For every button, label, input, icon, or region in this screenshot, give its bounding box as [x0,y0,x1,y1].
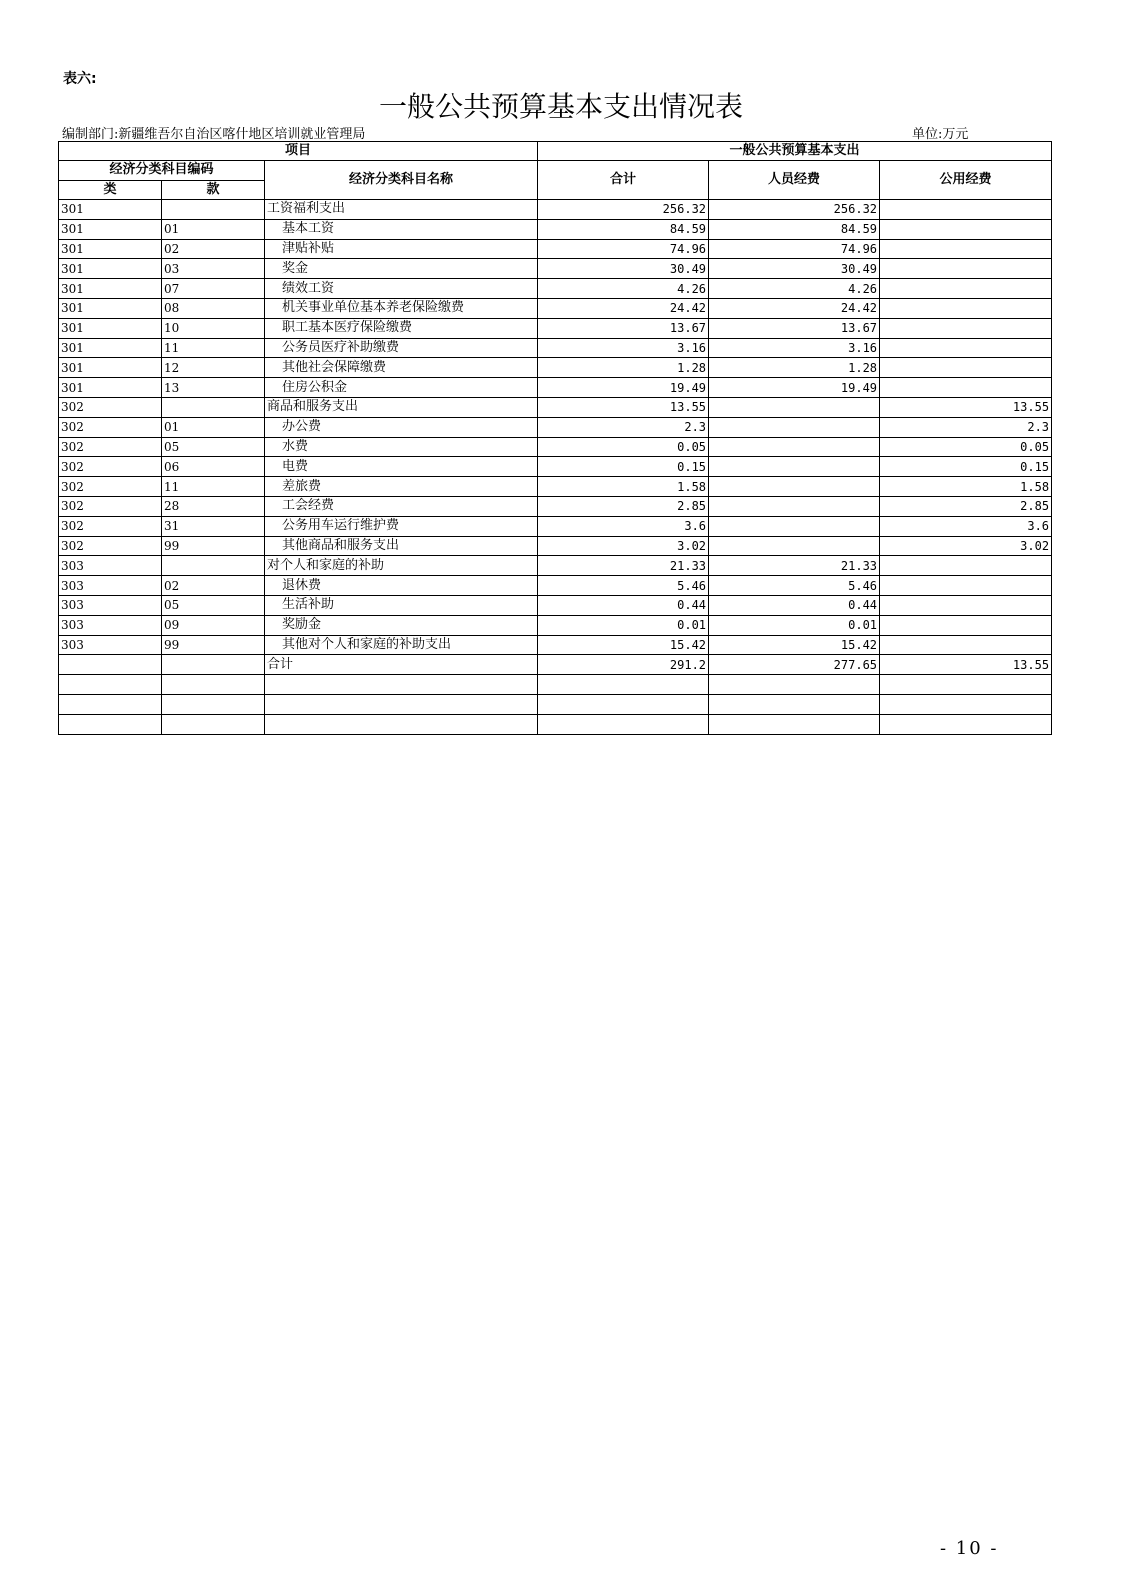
cell-personnel: 21.33 [709,556,880,576]
cell-item: 11 [162,338,265,358]
cell-personnel: 74.96 [709,239,880,259]
cell-personnel: 19.49 [709,378,880,398]
table-row [59,595,1052,615]
cell-public [880,338,1052,358]
table-row [59,576,1052,596]
cell-name: 生活补助 [265,595,538,615]
cell-personnel [709,675,880,695]
table-row [59,200,1052,220]
cell-total: 13.55 [538,397,709,417]
cell-class: 301 [59,279,162,299]
cell-name: 其他商品和服务支出 [265,536,538,556]
table-row [59,279,1052,299]
cell-public: 13.55 [880,397,1052,417]
cell-public [880,635,1052,655]
cell-public [880,675,1052,695]
header-budget-group: 一般公共预算基本支出 [538,142,1052,161]
cell-class: 303 [59,556,162,576]
cell-public [880,279,1052,299]
cell-item: 31 [162,516,265,536]
cell-personnel: 256.32 [709,200,880,220]
table-row [59,318,1052,338]
cell-total: 3.6 [538,516,709,536]
header-total: 合计 [538,161,709,200]
cell-item: 03 [162,259,265,279]
cell-item [162,714,265,734]
cell-name: 工会经费 [265,496,538,516]
cell-name: 其他对个人和家庭的补助支出 [265,635,538,655]
cell-total [538,714,709,734]
cell-name: 奖金 [265,259,538,279]
table-row [59,694,1052,714]
cell-public [880,576,1052,596]
cell-name: 办公费 [265,417,538,437]
table-row [59,675,1052,695]
cell-class: 301 [59,259,162,279]
cell-name: 津贴补贴 [265,239,538,259]
cell-personnel: 13.67 [709,318,880,338]
table-row [59,239,1052,259]
cell-personnel: 4.26 [709,279,880,299]
cell-total: 3.16 [538,338,709,358]
cell-class: 301 [59,298,162,318]
cell-item [162,556,265,576]
cell-name: 公务员医疗补助缴费 [265,338,538,358]
cell-class [59,694,162,714]
table-row [59,417,1052,437]
cell-public [880,219,1052,239]
table-row [59,477,1052,497]
cell-class: 303 [59,595,162,615]
cell-public [880,615,1052,635]
cell-name: 水费 [265,437,538,457]
cell-item: 02 [162,239,265,259]
cell-total: 13.67 [538,318,709,338]
cell-total: 0.01 [538,615,709,635]
cell-personnel: 15.42 [709,635,880,655]
cell-public [880,318,1052,338]
cell-item: 05 [162,595,265,615]
cell-personnel [709,714,880,734]
cell-personnel: 0.01 [709,615,880,635]
table-row [59,615,1052,635]
cell-total: 24.42 [538,298,709,318]
cell-class: 302 [59,496,162,516]
cell-item [162,200,265,220]
cell-personnel: 0.44 [709,595,880,615]
cell-class: 302 [59,437,162,457]
table-row [59,358,1052,378]
cell-personnel: 84.59 [709,219,880,239]
cell-total [538,694,709,714]
cell-personnel [709,397,880,417]
cell-total: 2.3 [538,417,709,437]
table-row [59,556,1052,576]
cell-total: 21.33 [538,556,709,576]
header-name: 经济分类科目名称 [265,161,538,200]
cell-class: 302 [59,536,162,556]
cell-class [59,714,162,734]
cell-name: 对个人和家庭的补助 [265,556,538,576]
cell-public [880,200,1052,220]
cell-public [880,298,1052,318]
cell-class: 301 [59,338,162,358]
cell-name: 退休费 [265,576,538,596]
cell-total: 291.2 [538,655,709,675]
page-number: - 10 - [940,1538,999,1559]
cell-name: 基本工资 [265,219,538,239]
header-class: 类 [59,180,162,200]
table-row [59,635,1052,655]
cell-item: 09 [162,615,265,635]
cell-item: 99 [162,635,265,655]
cell-public: 13.55 [880,655,1052,675]
cell-name: 其他社会保障缴费 [265,358,538,378]
cell-name: 职工基本医疗保险缴费 [265,318,538,338]
cell-total: 0.05 [538,437,709,457]
cell-item: 01 [162,417,265,437]
cell-public: 3.6 [880,516,1052,536]
cell-item: 08 [162,298,265,318]
cell-public [880,358,1052,378]
cell-item: 99 [162,536,265,556]
cell-class [59,675,162,695]
cell-name: 公务用车运行维护费 [265,516,538,536]
cell-name [265,694,538,714]
table-row [59,378,1052,398]
cell-total: 3.02 [538,536,709,556]
cell-item: 05 [162,437,265,457]
cell-public [880,259,1052,279]
header-personnel: 人员经费 [709,161,880,200]
cell-public [880,714,1052,734]
cell-personnel: 30.49 [709,259,880,279]
cell-item: 11 [162,477,265,497]
table-row [59,516,1052,536]
cell-personnel: 24.42 [709,298,880,318]
cell-personnel [709,694,880,714]
cell-personnel: 5.46 [709,576,880,596]
cell-public [880,239,1052,259]
cell-public [880,556,1052,576]
cell-name: 商品和服务支出 [265,397,538,417]
cell-item: 02 [162,576,265,596]
cell-item [162,694,265,714]
page-title: 一般公共预算基本支出情况表 [378,90,743,123]
cell-total: 30.49 [538,259,709,279]
cell-personnel [709,477,880,497]
unit-label: 单位:万元 [912,127,969,142]
header-project: 项目 [59,142,538,161]
cell-public: 2.85 [880,496,1052,516]
cell-total: 74.96 [538,239,709,259]
cell-item: 07 [162,279,265,299]
cell-total: 5.46 [538,576,709,596]
table-row [59,259,1052,279]
cell-personnel [709,496,880,516]
department-label: 编制部门:新疆维吾尔自治区喀什地区培训就业管理局 [62,127,366,142]
cell-personnel: 3.16 [709,338,880,358]
cell-total [538,675,709,695]
table-row [59,496,1052,516]
cell-personnel: 1.28 [709,358,880,378]
cell-item: 01 [162,219,265,239]
cell-name: 机关事业单位基本养老保险缴费 [265,298,538,318]
header-public: 公用经费 [880,161,1052,200]
cell-total: 0.44 [538,595,709,615]
cell-public [880,595,1052,615]
cell-name: 电费 [265,457,538,477]
cell-item: 28 [162,496,265,516]
cell-public [880,694,1052,714]
cell-item [162,655,265,675]
cell-item: 06 [162,457,265,477]
cell-public: 1.58 [880,477,1052,497]
cell-name [265,714,538,734]
cell-personnel [709,516,880,536]
cell-total: 84.59 [538,219,709,239]
cell-total: 19.49 [538,378,709,398]
cell-personnel [709,536,880,556]
header-code-group: 经济分类科目编码 [59,161,265,181]
cell-item: 10 [162,318,265,338]
cell-name: 奖励金 [265,615,538,635]
table-row [59,536,1052,556]
cell-total: 4.26 [538,279,709,299]
table-row [59,397,1052,417]
table-row [59,655,1052,675]
cell-public: 0.15 [880,457,1052,477]
table-row [59,457,1052,477]
table-row [59,298,1052,318]
cell-class: 302 [59,417,162,437]
cell-class: 301 [59,318,162,338]
cell-class: 301 [59,239,162,259]
cell-class: 303 [59,576,162,596]
cell-name [265,675,538,695]
cell-public: 0.05 [880,437,1052,457]
cell-personnel: 277.65 [709,655,880,675]
cell-item [162,675,265,695]
table-label: 表六: [63,71,97,87]
cell-class: 302 [59,397,162,417]
cell-name: 住房公积金 [265,378,538,398]
cell-item [162,397,265,417]
cell-personnel [709,437,880,457]
cell-total: 0.15 [538,457,709,477]
table-row [59,714,1052,734]
table-row [59,437,1052,457]
cell-name: 绩效工资 [265,279,538,299]
budget-table [58,141,1052,735]
cell-class [59,655,162,675]
cell-personnel [709,417,880,437]
table-row [59,219,1052,239]
table-row [59,338,1052,358]
cell-class: 301 [59,219,162,239]
cell-class: 302 [59,477,162,497]
cell-class: 303 [59,615,162,635]
cell-item: 12 [162,358,265,378]
cell-class: 301 [59,358,162,378]
cell-class: 303 [59,635,162,655]
cell-total: 1.58 [538,477,709,497]
cell-name: 工资福利支出 [265,200,538,220]
cell-class: 301 [59,200,162,220]
cell-public: 2.3 [880,417,1052,437]
cell-total: 2.85 [538,496,709,516]
cell-total: 1.28 [538,358,709,378]
cell-public [880,378,1052,398]
cell-class: 302 [59,516,162,536]
header-item: 款 [162,180,265,200]
cell-personnel [709,457,880,477]
cell-total: 256.32 [538,200,709,220]
cell-name: 差旅费 [265,477,538,497]
cell-public: 3.02 [880,536,1052,556]
cell-name: 合计 [265,655,538,675]
cell-total: 15.42 [538,635,709,655]
cell-class: 302 [59,457,162,477]
cell-item: 13 [162,378,265,398]
cell-class: 301 [59,378,162,398]
